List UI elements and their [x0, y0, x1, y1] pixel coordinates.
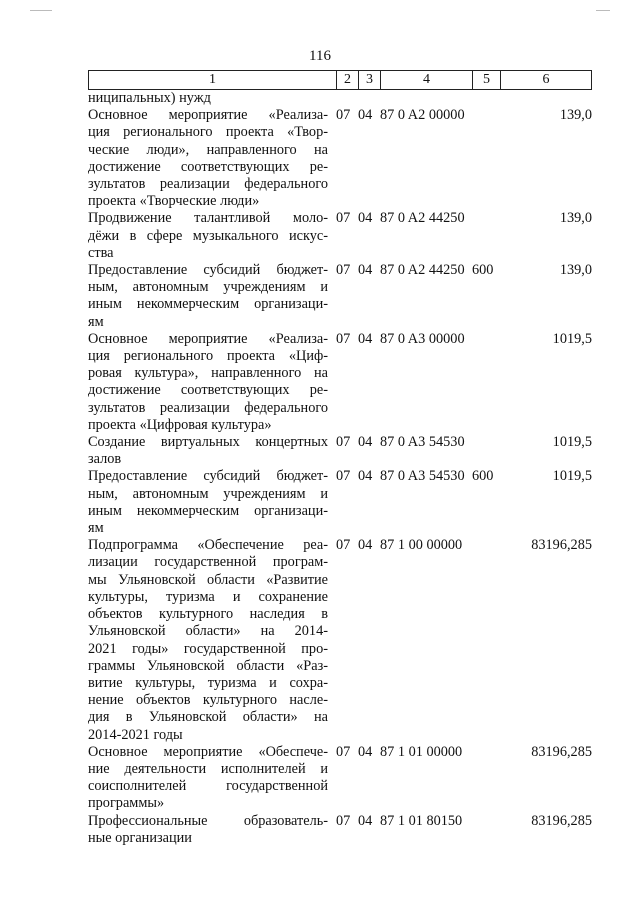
- description-line: ства: [88, 244, 114, 261]
- cell-c4: 87 0 A3 54530: [380, 468, 465, 485]
- table-row: [88, 210, 592, 262]
- description-line: граммы Ульяновской области «Раз-: [88, 657, 328, 674]
- table-row: [88, 262, 592, 331]
- cell-c3: 04: [358, 537, 373, 554]
- row-description: [88, 262, 328, 331]
- description-line: ям: [88, 313, 104, 330]
- description-line: 2021 годы» государственной про-: [88, 640, 328, 657]
- description-line: Основное мероприятие «Реализа-: [88, 107, 328, 124]
- cell-c4: 87 1 00 00000: [380, 537, 463, 554]
- scan-artifact: [30, 10, 52, 11]
- description-line: ние деятельности исполнителей и: [88, 760, 328, 777]
- header-cell-4: 4: [381, 71, 473, 89]
- row-description: [88, 107, 328, 210]
- description-line: зультатов реализации федерального: [88, 176, 328, 193]
- row-description: [88, 537, 328, 743]
- description-line: ческие люди», направленного на: [88, 141, 328, 158]
- description-line: ция регионального проекта «Циф-: [88, 348, 328, 365]
- row-description: [88, 90, 328, 107]
- cell-c2: 07: [336, 812, 351, 829]
- description-line: программы»: [88, 795, 165, 812]
- description-line: Основное мероприятие «Реализа-: [88, 330, 328, 347]
- header-cell-6: 6: [542, 72, 550, 87]
- description-line: лизации государственной програм-: [88, 554, 328, 571]
- description-line: достижение соответствующих ре-: [88, 382, 328, 399]
- description-line: витие культуры, туризма и сохра-: [88, 674, 328, 691]
- table-row: [88, 537, 592, 743]
- cell-c3: 04: [358, 812, 373, 829]
- header-cell-2: 2: [337, 71, 359, 89]
- description-line: Основное мероприятие «Обеспече-: [88, 743, 328, 760]
- cell-c2: 07: [336, 210, 351, 227]
- cell-c3: 04: [358, 210, 373, 227]
- description-line: иным некоммерческим организаци-: [88, 296, 328, 313]
- cell-c6: 1019,5: [552, 330, 592, 347]
- cell-c3: 04: [358, 434, 373, 451]
- description-line: ные организации: [88, 829, 192, 846]
- table-row: [88, 434, 592, 468]
- description-line: объектов культурного наследия в: [88, 606, 328, 623]
- cell-c3: 04: [358, 107, 373, 124]
- cell-c3: 04: [358, 468, 373, 485]
- table-header: [88, 70, 592, 90]
- description-line: Продвижение талантливой моло-: [88, 210, 328, 227]
- description-line: ям: [88, 520, 104, 537]
- cell-c4: 87 0 A3 54530: [380, 434, 465, 451]
- scan-artifact: [596, 10, 610, 11]
- description-line: Создание виртуальных концертных: [88, 434, 328, 451]
- description-line: дёжи в сфере музыкального искус-: [88, 227, 328, 244]
- cell-c4: 87 1 01 00000: [380, 743, 463, 760]
- cell-c6: 139,0: [559, 210, 592, 227]
- cell-c6: 139,0: [559, 107, 592, 124]
- cell-c4: 87 0 A2 44250: [380, 210, 465, 227]
- description-line: ровая культура», направленного на: [88, 365, 328, 382]
- description-line: Предоставление субсидий бюджет-: [88, 262, 328, 279]
- description-line: мы Ульяновской области «Развитие: [88, 571, 328, 588]
- cell-c6: 83196,285: [531, 743, 592, 760]
- page-number: 116: [309, 48, 331, 64]
- description-line: Подпрограмма «Обеспечение реа-: [88, 537, 328, 554]
- cell-c2: 07: [336, 537, 351, 554]
- cell-c2: 07: [336, 262, 351, 279]
- cell-c6: 139,0: [559, 262, 592, 279]
- description-line: залов: [88, 451, 122, 468]
- table-row: [88, 330, 592, 434]
- description-line: проекта «Цифровая культура»: [88, 416, 272, 433]
- description-line: Предоставление субсидий бюджет-: [88, 468, 328, 485]
- cell-c2: 07: [336, 468, 351, 485]
- row-description: [88, 744, 328, 813]
- table-body: [88, 90, 592, 847]
- cell-c5: 600: [472, 468, 494, 485]
- row-description: [88, 468, 328, 537]
- description-line: достижение соответствующих ре-: [88, 158, 328, 175]
- description-line: Ульяновской области» на 2014-: [88, 623, 328, 640]
- table-row: [88, 812, 592, 847]
- row-description: [88, 331, 328, 434]
- description-line: ным, автономным учреждениям и: [88, 485, 328, 502]
- cell-c4: 87 0 A2 44250: [380, 262, 465, 279]
- cell-c5: 600: [472, 262, 494, 279]
- description-line: иным некоммерческим организаци-: [88, 502, 328, 519]
- cell-c6: 83196,285: [531, 812, 592, 829]
- table-row: [88, 743, 592, 813]
- cell-c6: 1019,5: [552, 468, 592, 485]
- description-line: проекта «Творческие люди»: [88, 193, 260, 210]
- cell-c3: 04: [358, 743, 373, 760]
- description-line: дия в Ульяновской области» на: [88, 709, 328, 726]
- cell-c2: 07: [336, 330, 351, 347]
- cell-c6: 1019,5: [552, 434, 592, 451]
- cell-c6: 83196,285: [531, 537, 592, 554]
- row-description: [88, 210, 328, 262]
- row-description: [88, 434, 328, 468]
- description-line: Профессиональные образователь-: [88, 812, 328, 829]
- row-description: [88, 813, 328, 847]
- description-line: 2014-2021 годы: [88, 726, 183, 743]
- header-cell-1: 1: [89, 71, 337, 89]
- cell-c4: 87 1 01 80150: [380, 812, 463, 829]
- cell-c3: 04: [358, 262, 373, 279]
- header-cell-5: 5: [473, 71, 501, 89]
- description-line: соисполнителей государственной: [88, 778, 328, 795]
- table-row: [88, 107, 592, 210]
- table-row: [88, 468, 592, 537]
- cell-c3: 04: [358, 330, 373, 347]
- description-line: культуры, туризма и сохранение: [88, 588, 328, 605]
- header-cell-3: 3: [359, 71, 381, 89]
- description-line: ниципальных) нужд: [88, 90, 211, 106]
- description-line: зультатов реализации федерального: [88, 399, 328, 416]
- description-line: ция регионального проекта «Твор-: [88, 124, 328, 141]
- cell-c4: 87 0 A3 00000: [380, 330, 465, 347]
- table-row: [88, 90, 588, 107]
- description-line: ным, автономным учреждениям и: [88, 279, 328, 296]
- cell-c2: 07: [336, 743, 351, 760]
- cell-c2: 07: [336, 434, 351, 451]
- cell-c4: 87 0 A2 00000: [380, 107, 465, 124]
- cell-c2: 07: [336, 107, 351, 124]
- description-line: нение объектов культурного насле-: [88, 692, 328, 709]
